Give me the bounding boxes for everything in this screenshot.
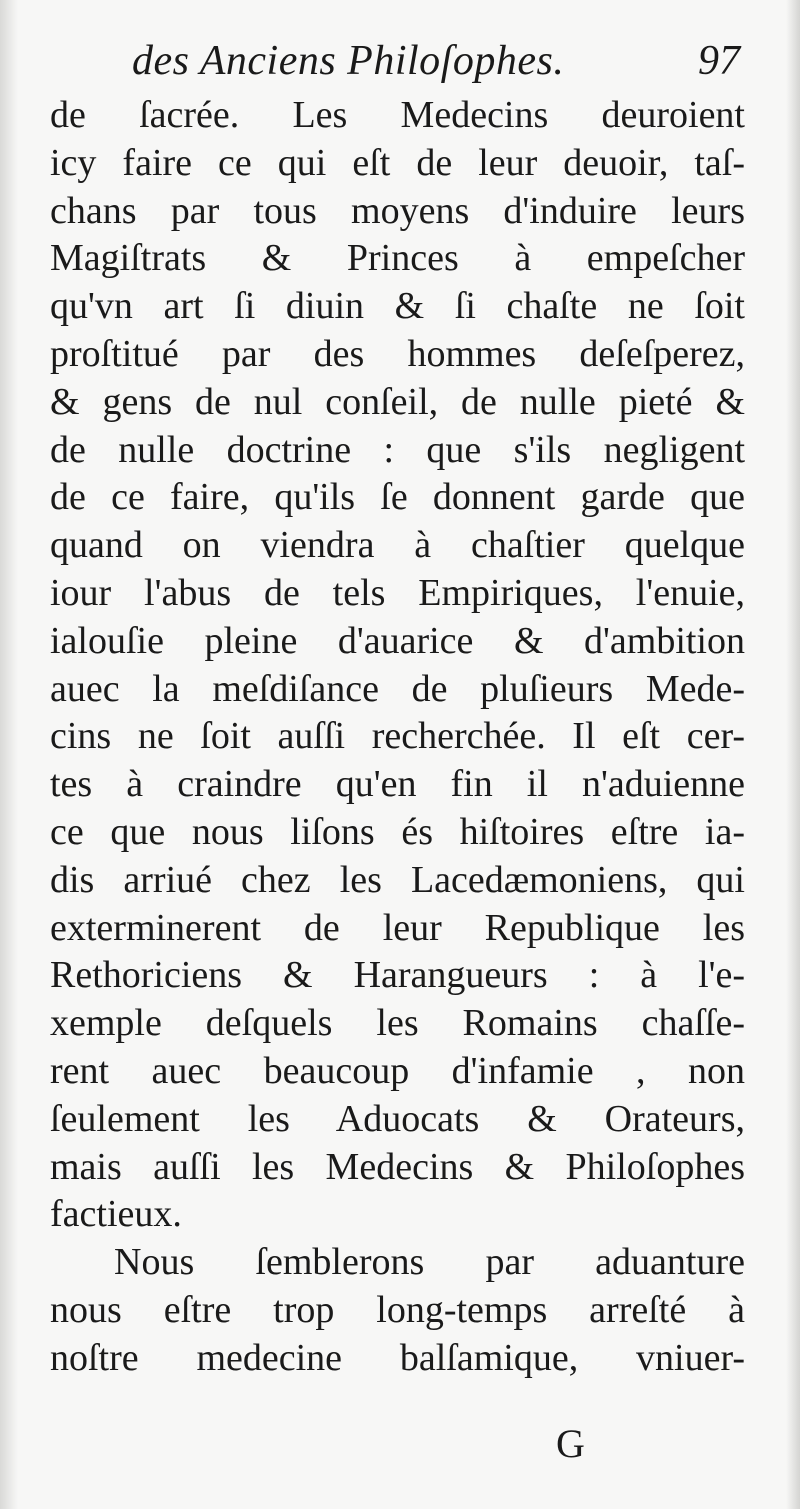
text-line: de ce faire, qu'ils ſe donnent garde que — [50, 476, 745, 519]
text-line: quand on viendra à chaſtier quelque — [50, 524, 745, 567]
running-head — [60, 36, 740, 86]
signature-mark: G — [556, 1421, 585, 1466]
text-line-paragraph-end: factieux. — [50, 1193, 182, 1236]
text-line: Rethoriciens & Harangueurs : à l'e- — [50, 954, 745, 997]
text-line: qu'vn art ſi diuin & ſi chaſte ne ſoit — [50, 285, 745, 328]
text-line: dis arriué chez les Lacedæmoniens, qui — [50, 858, 745, 901]
text-line: chans par tous moyens d'induire leurs — [50, 189, 745, 232]
text-line: ſeulement les Aduocats & Orateurs, — [50, 1097, 745, 1140]
text-line: mais auſſi les Medecins & Philoſophes — [50, 1145, 745, 1188]
text-line: icy faire ce qui eſt de leur deuoir, taſ- — [50, 141, 745, 184]
text-line: de nulle doctrine : que s'ils negligent — [50, 428, 745, 471]
text-line: nous eſtre trop long-temps arreſté à — [50, 1288, 745, 1331]
text-line: & gens de nul conſeil, de nulle pieté & — [50, 380, 745, 423]
text-line: xemple deſquels les Romains chaſſe- — [50, 1002, 745, 1045]
text-line: proſtitué par des hommes deſeſperez, — [50, 332, 745, 375]
text-line: de ſacrée. Les Medecins deuroient — [50, 94, 745, 136]
text-line: ce que nous liſons és hiſtoires eſtre ia- — [50, 810, 745, 853]
body-text — [50, 92, 745, 1383]
text-line: ialouſie pleine d'auarice & d'ambition — [50, 619, 745, 662]
page-number: 97 — [698, 38, 740, 84]
text-line: exterminerent de leur Republique les — [50, 906, 745, 949]
running-title: des Anciens Philoſophes. — [132, 38, 565, 84]
text-line: auec la meſdiſance de pluſieurs Mede- — [50, 667, 745, 710]
text-line: tes à craindre qu'en fin il n'aduienne — [50, 763, 745, 806]
text-line: rent auec beaucoup d'infamie , non — [50, 1049, 745, 1092]
text-line: noſtre medecine balſamique, vniuer- — [50, 1336, 745, 1379]
text-line-paragraph-start: Nous ſemblerons par aduanture — [114, 1241, 745, 1284]
text-line: Magiſtrats & Princes à empeſcher — [50, 237, 745, 280]
text-line: cins ne ſoit auſſi recherchée. Il eſt cer- — [50, 715, 745, 758]
text-line: iour l'abus de tels Empiriques, l'enuie, — [50, 571, 745, 614]
